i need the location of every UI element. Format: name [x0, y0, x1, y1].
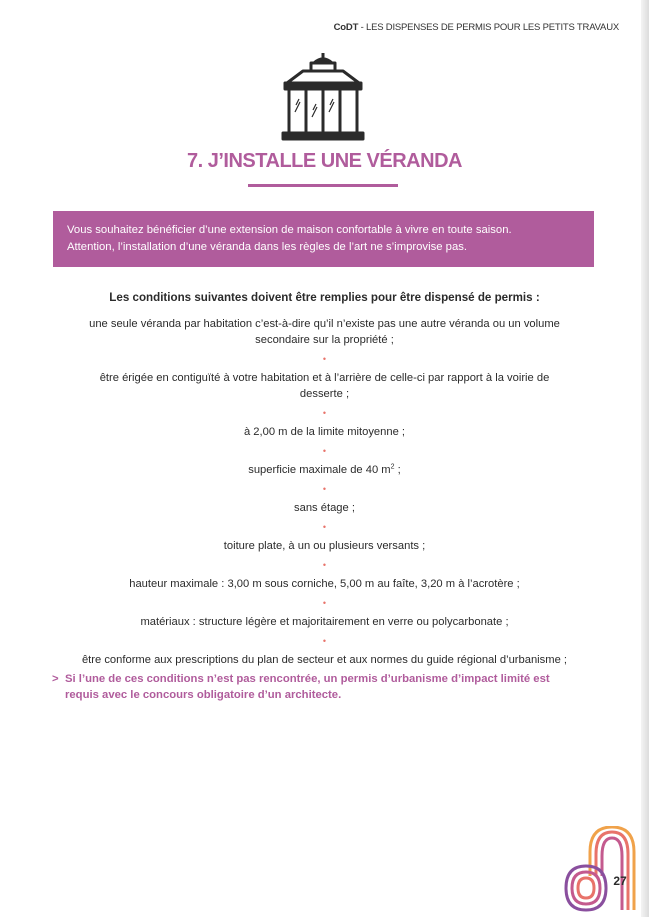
bullet-separator: • — [322, 598, 327, 608]
bullet-separator: • — [322, 408, 327, 418]
condition-item: à 2,00 m de la limite mitoyenne ; — [243, 426, 406, 438]
condition-item: hauteur maximale : 3,00 m sous corniche, 5,00 m au faîte, 3,20 m à l’acrotère ; — [129, 578, 520, 590]
condition-text-end: ; — [394, 464, 401, 476]
condition-item: matériaux : structure légère et majoritairement en verre ou polycarbonate ; — [140, 616, 509, 628]
running-header — [334, 22, 619, 33]
loops-logo — [562, 826, 644, 912]
bullet-separator: • — [322, 446, 327, 456]
page-edge — [641, 0, 649, 917]
condition-item: toiture plate, à un ou plusieurs versants ; — [223, 540, 426, 552]
condition-item — [80, 462, 569, 478]
intro-line-2: Attention, l’installation d’une véranda dans les règles de l’art ne s’improvise pas. — [67, 240, 468, 253]
section-title: 7. J’INSTALLE UNE VÉRANDA — [187, 150, 462, 172]
condition-item: sans étage ; — [294, 502, 355, 514]
bullet-separator: • — [322, 560, 327, 570]
bullet-separator: • — [322, 484, 327, 494]
bullet-separator: • — [322, 354, 327, 364]
page-number: 27 — [613, 874, 627, 888]
intro-box — [53, 211, 594, 267]
requirement-note — [52, 671, 572, 703]
header-separator: - — [358, 22, 367, 33]
bullet-separator: • — [322, 636, 327, 646]
condition-item: être conforme aux prescriptions du plan de secteur et aux normes du guide régional d’urbanisme ; — [81, 654, 568, 666]
superscript-exponent: 2 — [390, 463, 395, 471]
condition-text: superficie maximale de 40 m — [248, 464, 391, 476]
condition-item: être érigée en contiguïté à votre habitation et à l’arrière de celle-ci par rapport à la voirie de desserte ; — [99, 372, 550, 400]
veranda-icon — [281, 52, 365, 144]
note-marker: > — [52, 673, 59, 685]
intro-line-1: Vous souhaitez bénéficier d’une extension de maison confortable à vivre en toute saison. — [67, 224, 512, 236]
title-underline — [248, 184, 398, 187]
conditions-heading: Les conditions suivantes doivent être remplies pour être dispensé de permis : — [109, 291, 540, 304]
conditions-list — [80, 316, 569, 668]
header-subtitle: LES DISPENSES DE PERMIS POUR LES PETITS TRAVAUX — [366, 22, 619, 33]
bullet-separator: • — [322, 522, 327, 532]
note-text: Si l’une de ces conditions n’est pas rencontrée, un permis d’urbanisme d’impact limité est requis avec le concours obligatoire d’un architecte. — [65, 673, 550, 701]
header-brand: CoDT — [333, 22, 359, 33]
condition-item: une seule véranda par habitation c’est-à-dire qu’il n’existe pas une autre véranda ou un volume secondaire sur la propriété ; — [89, 318, 560, 346]
